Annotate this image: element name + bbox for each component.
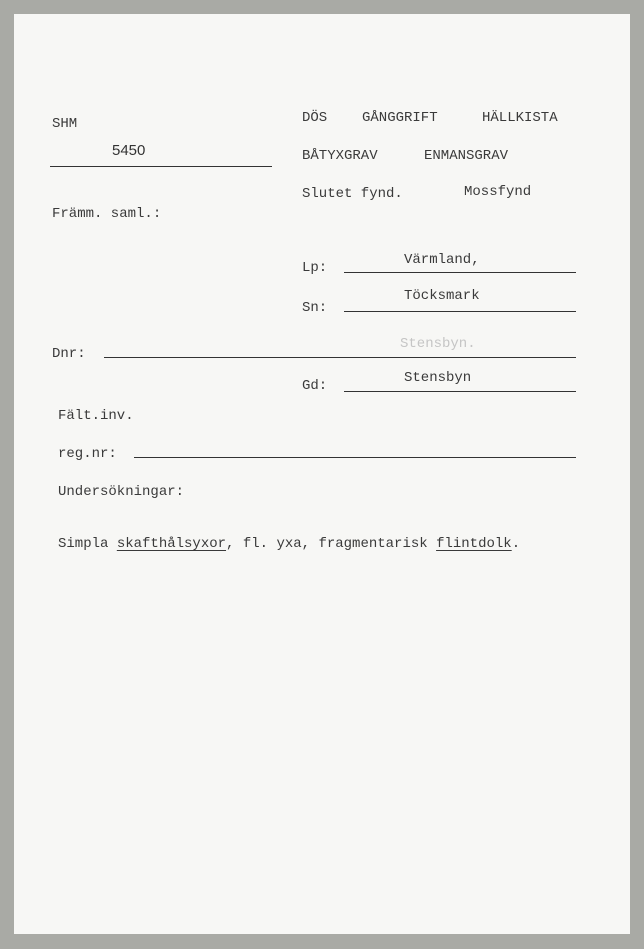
grave-type-ganggrift: GÅNGGRIFT: [362, 110, 438, 126]
gd-value: Stensbyn: [404, 370, 472, 386]
find-type-moss: Mossfynd: [464, 184, 532, 200]
registry-label: SHM: [52, 116, 78, 132]
description-part-1: Simpla: [58, 536, 117, 552]
description-part-3: .: [511, 536, 521, 552]
reg-nr-line: [134, 457, 576, 458]
reg-nr-label: reg.nr:: [58, 446, 117, 462]
lp-line: [344, 272, 576, 273]
grave-type-enmansgrav: ENMANSGRAV: [424, 148, 509, 164]
sn-value: Töcksmark: [404, 288, 480, 304]
dnr-line: [104, 357, 576, 358]
sn-line: [344, 311, 576, 312]
catalog-card: [14, 14, 630, 934]
registry-number: 5450: [112, 142, 146, 159]
gd-label: Gd:: [302, 378, 328, 394]
description: [58, 536, 520, 552]
sn-label: Sn:: [302, 300, 328, 316]
dnr-label: Dnr:: [52, 346, 86, 362]
registry-underline: [50, 166, 272, 167]
grave-type-hallkista: HÄLLKISTA: [482, 110, 558, 126]
lp-label: Lp:: [302, 260, 328, 276]
gd-line: [344, 391, 576, 392]
framm-saml-label: Främm. saml.:: [52, 206, 162, 222]
description-underlined-1: skafthålsyxor: [116, 536, 227, 552]
undersokningar-label: Undersökningar:: [58, 484, 185, 500]
description-underlined-2: flintdolk: [436, 536, 512, 552]
grave-type-batyxgrav: BÅTYXGRAV: [302, 148, 378, 164]
grave-type-dos: DÖS: [302, 110, 328, 126]
lp-value: Värmland,: [404, 252, 480, 268]
description-part-2: , fl. yxa, fragmentarisk: [226, 536, 437, 552]
faint-value: Stensbyn.: [400, 336, 476, 352]
find-type-slutet: Slutet fynd.: [302, 186, 403, 202]
falt-inv-label: Fält.inv.: [58, 408, 134, 424]
